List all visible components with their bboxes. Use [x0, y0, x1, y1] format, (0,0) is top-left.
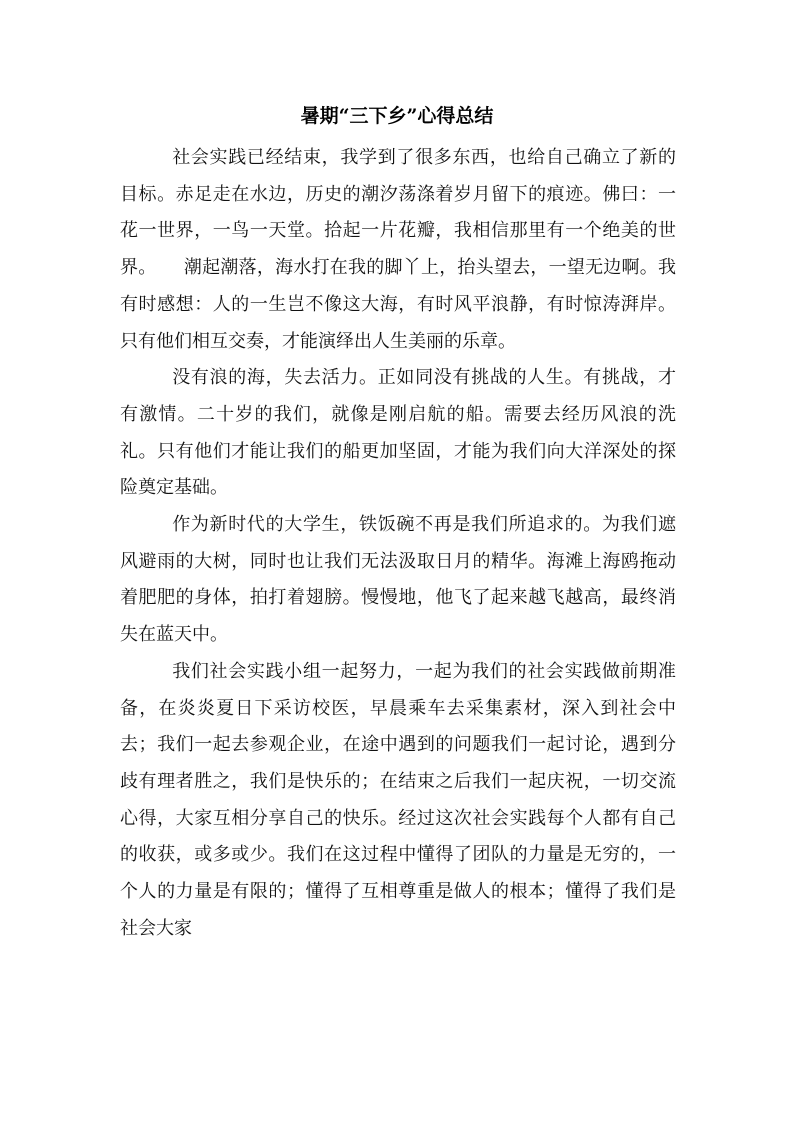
paragraph-3: 作为新时代的大学生，铁饭碗不再是我们所追求的。为我们遮风避雨的大树，同时也让我们无法汲取日月的精华。海滩上海鸥拖动着肥肥的身体，拍打着翅膀。慢慢地，他飞了起来越飞越高，最终消失在蓝天中。: [120, 514, 676, 646]
document-body: [120, 140, 676, 947]
document-title: 暑期“三下乡”心得总结: [300, 105, 494, 127]
paragraph-2: 没有浪的海，失去活力。正如同没有挑战的人生。有挑战，才有激情。二十岁的我们，就像是刚启航的船。需要去经历风浪的洗礼。只有他们才能让我们的船更加坚固，才能为我们向大洋深处的探险奠定基础。: [120, 367, 676, 499]
paragraph-4: 我们社会实践小组一起努力，一起为我们的社会实践做前期准备，在炎炎夏日下采访校医，早晨乘车去采集素材，深入到社会中去；我们一起去参观企业，在途中遇到的问题我们一起讨论，遇到分歧有理者胜之，我们是快乐的；在结束之后我们一起庆祝，一切交流心得，大家互相分享自己的快乐。经过这次社会实践每个人都有自己的收获，或多或少。我们在这过程中懂得了团队的力量是无穷的，一个人的力量是有限的；懂得了互相尊重是做人的根本；懂得了我们是社会大家: [120, 660, 676, 939]
paragraph-1: 社会实践已经结束，我学到了很多东西，也给自己确立了新的目标。赤足走在水边，历史的潮汐荡涤着岁月留下的痕迹。佛曰：一花一世界，一鸟一天堂。拾起一片花瓣，我相信那里有一个绝美的世界。 潮起潮落，海水打在我的脚丫上，抬头望去，一望无边啊。我有时感想：人的一生岂不像这大海，有时风平浪静，有时惊涛湃岸。只有他们相互交奏，才能演绎出人生美丽的乐章。: [120, 147, 676, 352]
